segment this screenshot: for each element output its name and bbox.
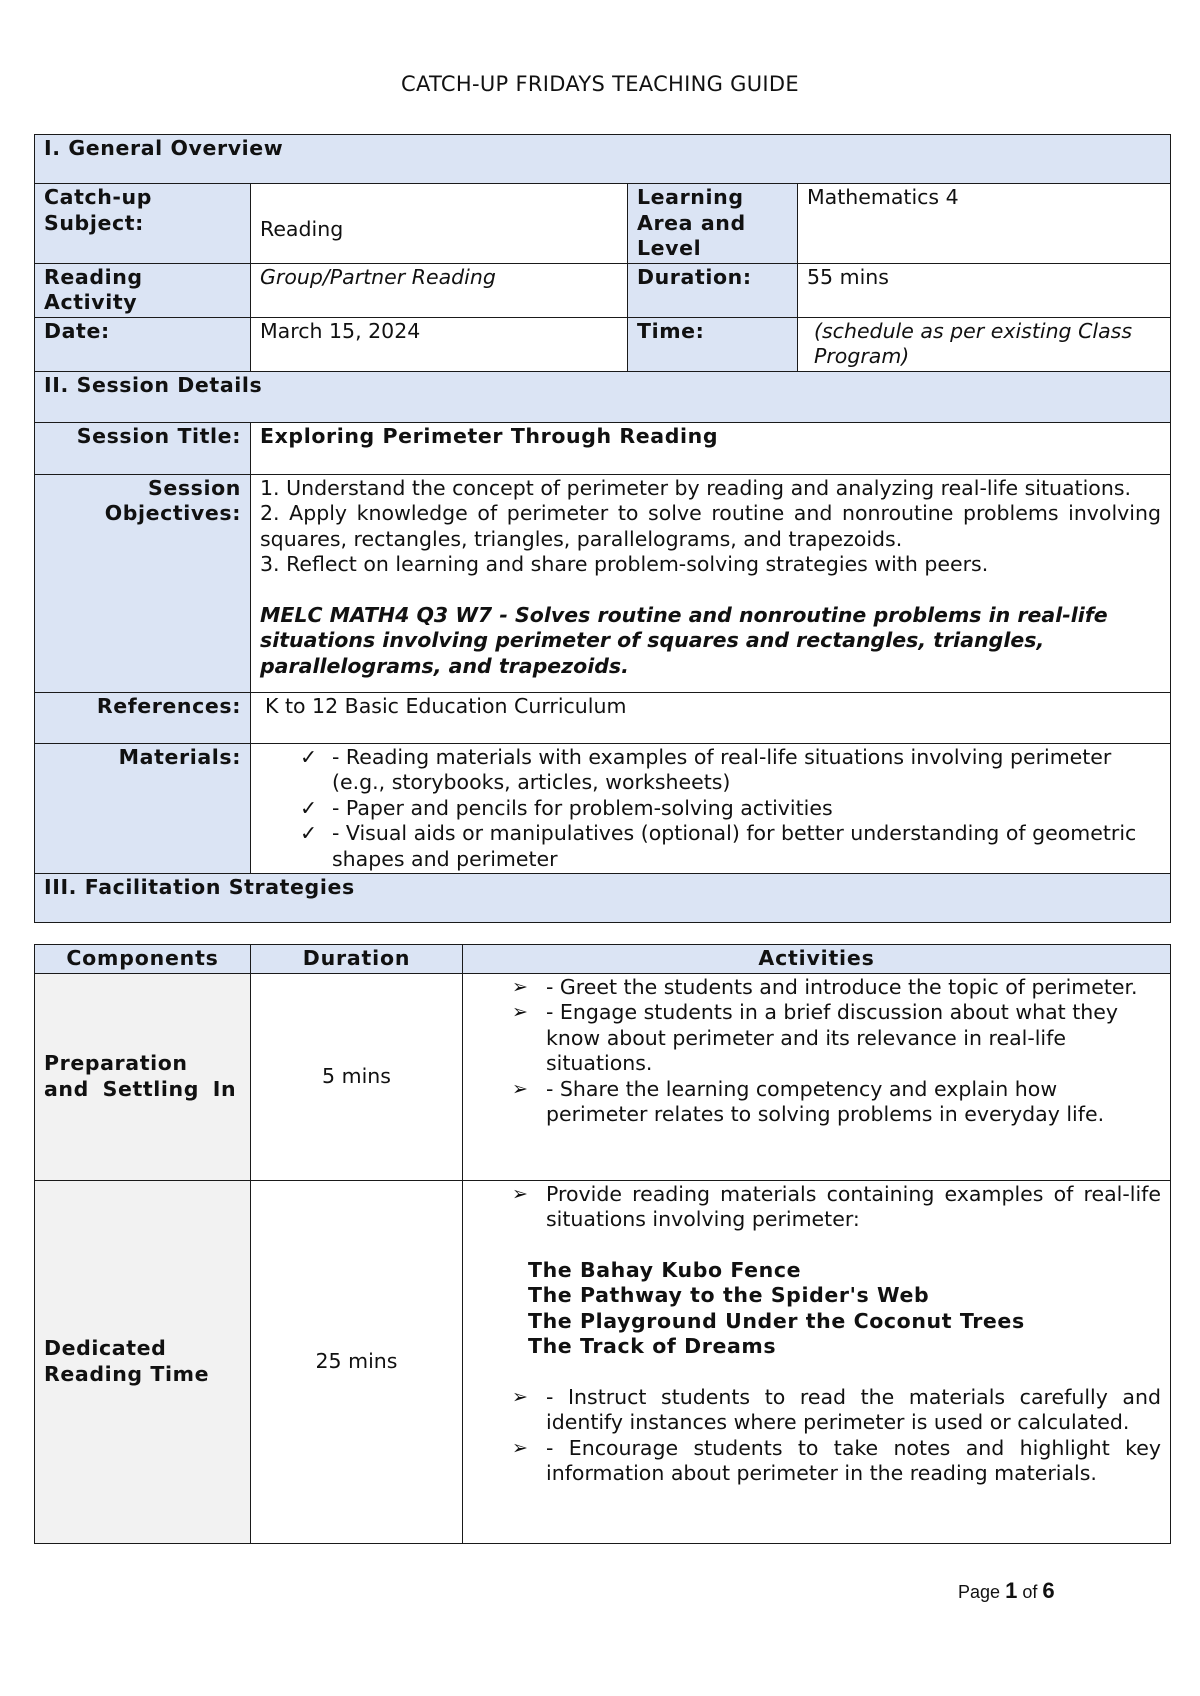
objective-item: 3. Reflect on learning and share problem-solving strategies with peers. bbox=[260, 552, 989, 576]
references-label: References: bbox=[35, 692, 251, 743]
session-title-value: Exploring Perimeter Through Reading bbox=[251, 422, 1171, 474]
arrow-bullet-icon: ➢ bbox=[512, 975, 528, 998]
date-value: March 15, 2024 bbox=[251, 317, 628, 371]
activities-list bbox=[472, 1385, 1161, 1487]
document-title: CATCH-UP FRIDAYS TEACHING GUIDE bbox=[401, 72, 799, 96]
learning-area-value: Mathematics 4 bbox=[798, 184, 1171, 264]
objectives-label-line-2: Objectives: bbox=[104, 501, 241, 525]
section-heading-general: I. General Overview bbox=[35, 135, 1171, 184]
melc-statement: MELC MATH4 Q3 W7 - Solves routine and nonroutine problems in real-life situations involving perimeter of squares and rectangles, triangles, parallelograms, and trapezoids. bbox=[260, 602, 1108, 678]
duration-label: Duration: bbox=[628, 263, 798, 317]
activities-list bbox=[472, 1182, 1161, 1233]
activity-item: ➢ - Encourage students to take notes and highlight key information about perimeter in the reading materials. bbox=[512, 1435, 1161, 1485]
date-label: Date: bbox=[35, 317, 251, 371]
catchup-subject-label: Catch-up Subject: bbox=[35, 184, 251, 264]
duration-preparation: 5 mins bbox=[251, 973, 463, 1180]
catchup-subject-value: Reading bbox=[251, 184, 628, 264]
checkmark-icon: ✓ bbox=[300, 821, 318, 845]
duration-value: 55 mins bbox=[798, 263, 1171, 317]
table-row bbox=[35, 973, 1171, 1180]
arrow-bullet-icon: ➢ bbox=[512, 1182, 528, 1205]
arrow-bullet-icon: ➢ bbox=[512, 1001, 528, 1023]
reading-activity-label: Reading Activity bbox=[35, 263, 251, 317]
story-title: The Track of Dreams bbox=[528, 1334, 777, 1358]
column-header-activities: Activities bbox=[463, 945, 1171, 974]
references-value: K to 12 Basic Education Curriculum bbox=[251, 692, 1171, 743]
general-overview-table bbox=[34, 134, 1171, 923]
materials-label: Materials: bbox=[35, 743, 251, 874]
objective-item: 2. Apply knowledge of perimeter to solve routine and nonroutine problems involving squares, rectangles, triangles, parallelograms, and trapezoids. bbox=[260, 501, 1162, 551]
objectives-label-line-1: Session bbox=[148, 475, 241, 500]
story-title: The Pathway to the Spider's Web bbox=[528, 1283, 930, 1307]
session-objectives-label bbox=[35, 474, 251, 692]
page-number: Page 1 of 6 bbox=[958, 1578, 1055, 1603]
column-header-components: Components bbox=[35, 945, 251, 974]
activities-list bbox=[472, 975, 1161, 1128]
duration-reading: 25 mins bbox=[251, 1180, 463, 1543]
story-title: The Playground Under the Coconut Trees bbox=[528, 1308, 1025, 1333]
activity-item: ➢ - Greet the students and introduce the topic of perimeter. bbox=[512, 974, 1138, 999]
learning-area-label: Learning Area and Level bbox=[628, 184, 798, 264]
checkmark-icon: ✓ bbox=[300, 795, 318, 820]
activity-item: ➢ - Instruct students to read the materials carefully and identify instances where perimeter is used or calculated. bbox=[512, 1384, 1161, 1434]
activity-item: ➢ - Share the learning competency and explain how perimeter relates to solving problems in everyday life. bbox=[512, 1076, 1105, 1126]
section-heading-facilitation: III. Facilitation Strategies bbox=[35, 874, 1171, 923]
facilitation-table bbox=[34, 944, 1171, 1544]
activity-item: ➢ - Engage students in a brief discussion about what they know about perimeter and its relevance in real-life situations. bbox=[512, 1000, 1118, 1075]
materials-item: ✓ - Paper and pencils for problem-solving activities bbox=[300, 795, 833, 820]
time-value: (schedule as per existing Class Program) bbox=[798, 317, 1171, 371]
activities-reading bbox=[463, 1180, 1171, 1543]
materials-item: ✓ - Reading materials with examples of real-life situations involving perimeter (e.g., storybooks, articles, worksheets) bbox=[300, 744, 1112, 794]
table-row bbox=[35, 1180, 1171, 1543]
section-heading-session: II. Session Details bbox=[35, 371, 1171, 422]
materials-list bbox=[260, 745, 1161, 873]
objective-item: 1. Understand the concept of perimeter by reading and analyzing real-life situations. bbox=[260, 475, 1132, 500]
session-title-label: Session Title: bbox=[35, 422, 251, 474]
component-reading: Dedicated Reading Time bbox=[35, 1180, 251, 1543]
component-preparation: Preparation and Settling In bbox=[35, 973, 251, 1180]
session-objectives-value bbox=[251, 474, 1171, 692]
activities-preparation bbox=[463, 973, 1171, 1180]
arrow-bullet-icon: ➢ bbox=[512, 1436, 528, 1459]
story-title: The Bahay Kubo Fence bbox=[528, 1257, 802, 1282]
checkmark-icon: ✓ bbox=[300, 744, 318, 769]
arrow-bullet-icon: ➢ bbox=[512, 1385, 528, 1408]
time-label: Time: bbox=[628, 317, 798, 371]
reading-activity-value: Group/Partner Reading bbox=[251, 263, 628, 317]
materials-list-cell bbox=[251, 743, 1171, 874]
activity-item: ➢ Provide reading materials containing examples of real-life situations involving perimeter: bbox=[512, 1181, 1161, 1231]
materials-item: ✓ - Visual aids or manipulatives (optional) for better understanding of geometric shapes and perimeter bbox=[300, 821, 1137, 871]
column-header-duration: Duration bbox=[251, 945, 463, 974]
arrow-bullet-icon: ➢ bbox=[512, 1077, 528, 1100]
